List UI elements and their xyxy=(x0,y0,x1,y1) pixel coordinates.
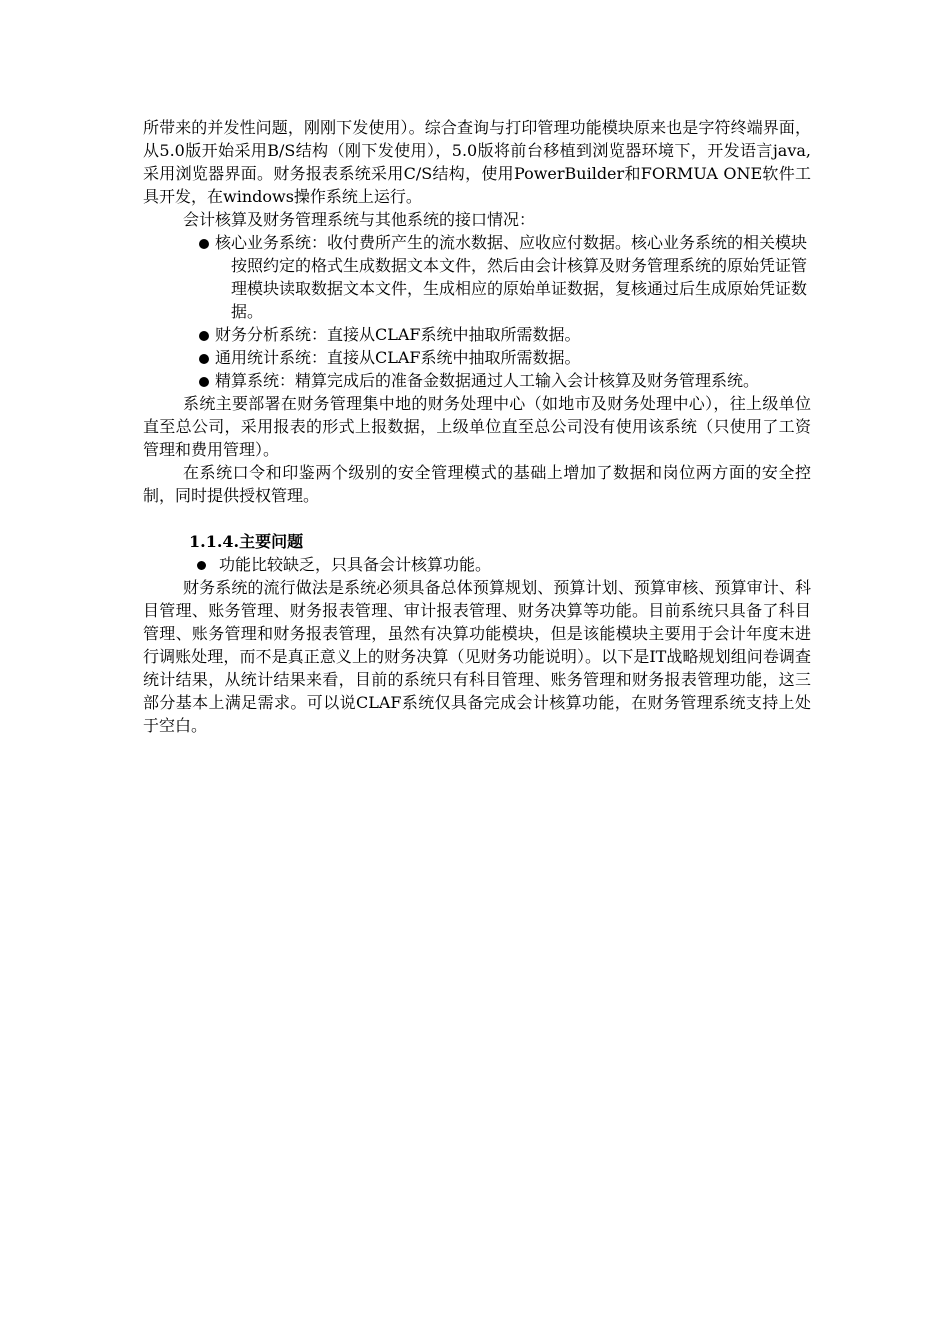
deployment-paragraph: 系统主要部署在财务管理集中地的财务处理中心（如地市及财务处理中心），往上级单位直至总公司，采用报表的形式上报数据，上级单位直至总公司没有使用该系统（只使用了工资管理和费用管理）。 xyxy=(143,394,811,459)
interface-list xyxy=(143,231,811,392)
list-item xyxy=(143,346,811,369)
bullet-icon xyxy=(199,354,209,364)
security-paragraph: 在系统口令和印鉴两个级别的安全管理模式的基础上增加了数据和岗位两方面的安全控制，同时提供授权管理。 xyxy=(143,463,811,505)
list-item-text: 精算系统：精算完成后的准备金数据通过人工输入会计核算及财务管理系统。 xyxy=(215,371,760,390)
list-item-text: 通用统计系统：直接从CLAF系统中抽取所需数据。 xyxy=(215,348,581,367)
interface-intro: 会计核算及财务管理系统与其他系统的接口情况： xyxy=(183,210,536,229)
document-body xyxy=(143,116,811,737)
problem-bullet xyxy=(143,553,811,576)
bullet-icon xyxy=(199,377,209,387)
section-spacer xyxy=(143,507,811,530)
list-item xyxy=(143,369,811,392)
list-item xyxy=(143,323,811,346)
bullet-icon xyxy=(197,561,206,570)
bullet-icon xyxy=(199,239,209,249)
section-heading: 1.1.4.主要问题 xyxy=(189,532,304,551)
problem-paragraph: 财务系统的流行做法是系统必须具备总体预算规划、预算计划、预算审核、预算审计、科目管理、账务管理、财务报表管理、审计报表管理、财务决算等功能。目前系统只具备了科目管理、账务管理和财务报表管理，虽然有决算功能模块，但是该能模块主要用于会计年度末进行调账处理，而不是真正意义上的财务决算（见财务功能说明）。以下是IT战略规划组问卷调查统计结果，从统计结果来看，目前的系统只有科目管理、账务管理和财务报表管理功能，这三部分基本上满足需求。可以说CLAF系统仅具备完成会计核算功能，在财务管理系统支持上处于空白。 xyxy=(143,578,811,735)
bullet-icon xyxy=(199,331,209,341)
problem-bullet-text: 功能比较缺乏，只具备会计核算功能。 xyxy=(219,555,492,574)
list-item-text: 核心业务系统：收付费所产生的流水数据、应收应付数据。核心业务系统的相关模块按照约定的格式生成数据文本文件，然后由会计核算及财务管理系统的原始凭证管理模块读取数据文本文件，生成相应的原始单证数据，复核通过后生成原始凭证数据。 xyxy=(215,233,808,321)
list-item-text: 财务分析系统：直接从CLAF系统中抽取所需数据。 xyxy=(215,325,581,344)
list-item xyxy=(143,231,811,323)
intro-paragraph: 所带来的并发性问题，刚刚下发使用）。综合查询与打印管理功能模块原来也是字符终端界面，从5.0版开始采用B/S结构（刚下发使用），5.0版将前台移植到浏览器环境下，开发语言java,采用浏览器界面。财务报表系统采用C/S结构，使用PowerBuilder和FORMUA ONE软件工具开发，在windows操作系统上运行。 xyxy=(143,118,811,206)
